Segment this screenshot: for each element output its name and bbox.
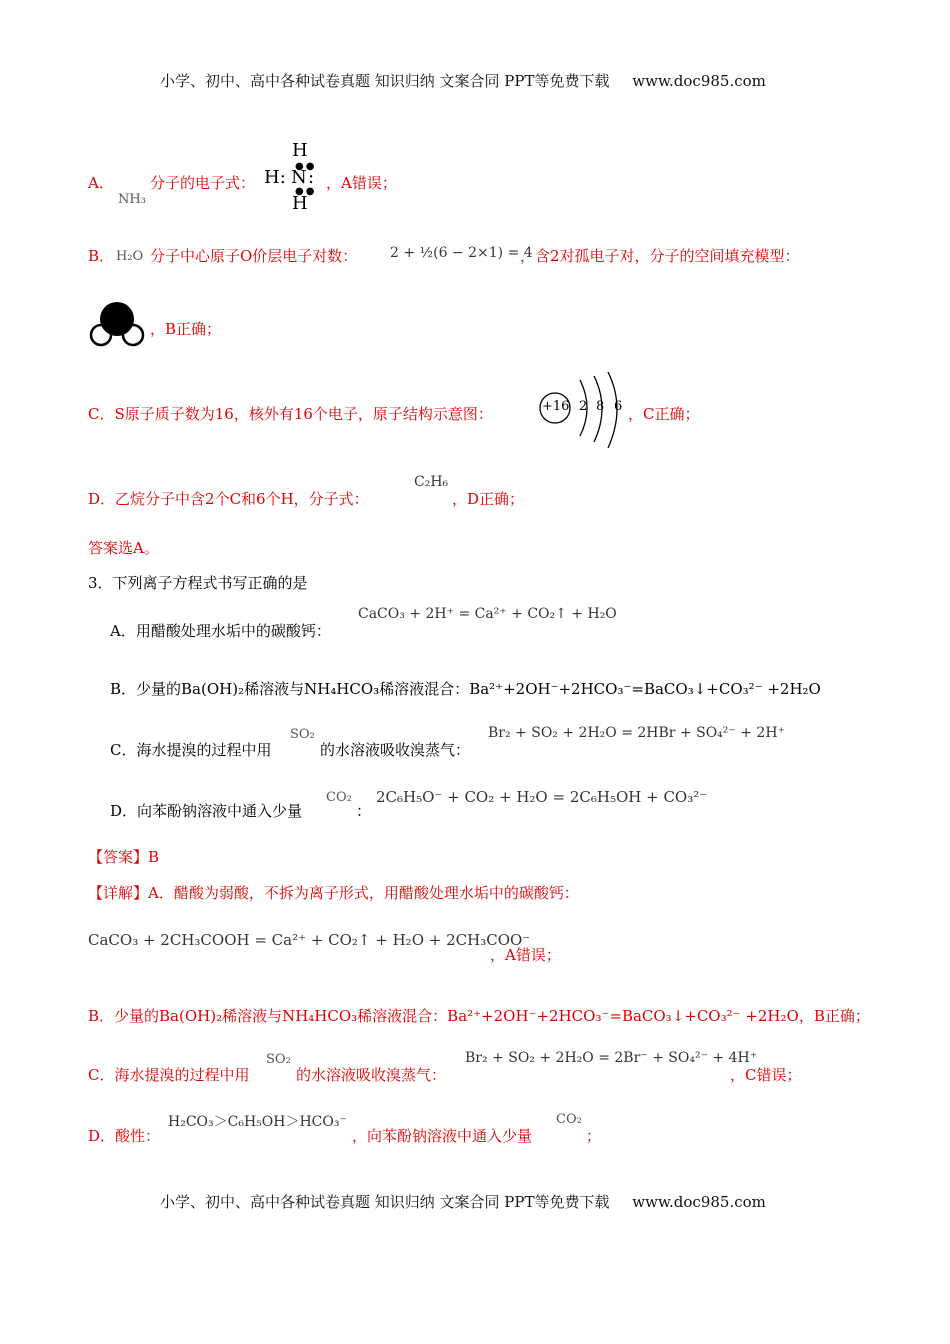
detail-d-text: ，向苯酚钠溶液中通入少量	[352, 1127, 533, 1145]
footer-url[interactable]: www.doc985.com	[632, 1193, 766, 1211]
q3-option-d-text[interactable]: D．向苯酚钠溶液中通入少量	[110, 802, 303, 820]
detail-c-so2: SO₂	[266, 1052, 291, 1067]
detail-a-verdict: ，A错误；	[490, 946, 561, 964]
q3-option-d-colon: ：	[356, 802, 372, 820]
opt-a-verdict: ，A错误；	[326, 174, 397, 192]
lewis-h-left: H:	[264, 167, 286, 188]
detail-d-co2: CO₂	[556, 1112, 582, 1127]
q3-option-c-so2: SO₂	[290, 727, 315, 742]
detail-c-text2: 的水溶液吸收溴蒸气：	[296, 1066, 447, 1084]
detail-c-eq: Br₂ + SO₂ + 2H₂O = 2Br⁻ + SO₄²⁻ + 4H⁺	[465, 1050, 758, 1066]
detail-c-verdict: ，C错误；	[730, 1066, 802, 1084]
q3-option-b[interactable]	[110, 678, 821, 699]
opt-d-text: D．乙烷分子中含2个C和6个H，分子式：	[88, 490, 369, 508]
nh3-lewis-structure	[262, 140, 324, 214]
detail-d-colon: ；	[586, 1127, 602, 1145]
q3-option-d-co2: CO₂	[326, 790, 352, 805]
lewis-colon-right: :	[308, 167, 315, 188]
shell-1: 2	[579, 399, 588, 414]
opt-d-verdict: ，D正确；	[452, 490, 525, 508]
q3-option-b-text: B．少量的Ba(OH)₂稀溶液与NH₄HCO₃稀溶液混合：	[110, 680, 470, 698]
page-footer	[160, 1191, 766, 1212]
footer-text: 小学、初中、高中各种试卷真题 知识归纳 文案合同 PPT等免费下载	[160, 1193, 610, 1211]
detail-a-line	[88, 882, 579, 903]
detail-a-eq: CaCO₃ + 2CH₃COOH = Ca²⁺ + CO₂↑ + H₂O + 2CH₃COO⁻	[88, 931, 531, 949]
detail-a-text: A．醋酸为弱酸，不拆为离子形式，用醋酸处理水垢中的碳酸钙：	[148, 884, 579, 902]
q3-option-a-eq: CaCO₃ + 2H⁺ = Ca²⁺ + CO₂↑ + H₂O	[358, 606, 617, 622]
opt-b-formula: H₂O	[116, 249, 144, 264]
opt-b-label: B．	[88, 247, 115, 265]
answer-label: 【答案】	[88, 848, 149, 866]
q3-stem: 3．下列离子方程式书写正确的是	[88, 574, 308, 592]
q3-option-c-text[interactable]: C．海水提溴的过程中用	[110, 741, 272, 759]
detail-d-label: D．酸性：	[88, 1127, 161, 1145]
opt-b-math: 2 + ½(6 − 2×1) = 4	[390, 245, 533, 261]
sulfur-atomic-structure	[538, 372, 630, 452]
opt-b-text: 分子中心原子O价层电子对数：	[150, 247, 358, 265]
answer-line	[88, 846, 159, 867]
detail-c-text: C．海水提溴的过程中用	[88, 1066, 250, 1084]
page-header	[160, 70, 766, 91]
opt-a-formula: NH₃	[118, 192, 146, 207]
header-url[interactable]: www.doc985.com	[632, 72, 766, 90]
opt-a-text: 分子的电子式：	[150, 174, 256, 192]
shell-2: 8	[596, 399, 605, 414]
nucleus-charge: +16	[542, 399, 570, 414]
lewis-h-top: H	[292, 140, 308, 161]
shell-3: 6	[614, 399, 623, 414]
answer-value: B	[148, 848, 160, 866]
lewis-dots-top: ●●	[295, 161, 317, 172]
opt-b-verdict: ，B正确；	[150, 320, 222, 338]
lewis-dots-bottom: ●●	[295, 186, 317, 197]
previous-answer: 答案选A。	[88, 539, 159, 557]
q3-option-d-eq: 2C₆H₅O⁻ + CO₂ + H₂O = 2C₆H₅OH + CO₃²⁻	[376, 788, 708, 806]
h2o-space-filling-model	[86, 300, 148, 348]
lewis-n: N	[291, 167, 307, 188]
opt-a-label: A．	[88, 174, 114, 192]
q3-option-c-eq: Br₂ + SO₂ + 2H₂O = 2HBr + SO₄²⁻ + 2H⁺	[488, 725, 785, 741]
detail-label: 【详解】	[88, 884, 149, 902]
opt-b-text2: ，含2对孤电子对，分子的空间填充模型：	[520, 247, 800, 265]
detail-b-text: B．少量的Ba(OH)₂稀溶液与NH₄HCO₃稀溶液混合：Ba²⁺+2OH⁻+2HCO₃⁻=BaCO₃↓+CO₃²⁻ +2H₂O，B正确；	[88, 1007, 870, 1025]
opt-c-verdict: ，C正确；	[628, 405, 700, 423]
q3-option-b-eq: Ba²⁺+2OH⁻+2HCO₃⁻=BaCO₃↓+CO₃²⁻ +2H₂O	[469, 680, 821, 698]
header-text: 小学、初中、高中各种试卷真题 知识归纳 文案合同 PPT等免费下载	[160, 72, 610, 90]
opt-d-formula: C₂H₆	[414, 474, 449, 490]
lewis-h-bottom: H	[292, 193, 308, 214]
q3-option-a-text[interactable]: A．用醋酸处理水垢中的碳酸钙：	[110, 622, 331, 640]
opt-c-text: C．S原子质子数为16，核外有16个电子，原子结构示意图：	[88, 405, 493, 423]
q3-option-c-text2: 的水溶液吸收溴蒸气：	[320, 741, 471, 759]
detail-d-eq: H₂CO₃＞C₆H₅OH＞HCO₃⁻	[168, 1114, 347, 1130]
